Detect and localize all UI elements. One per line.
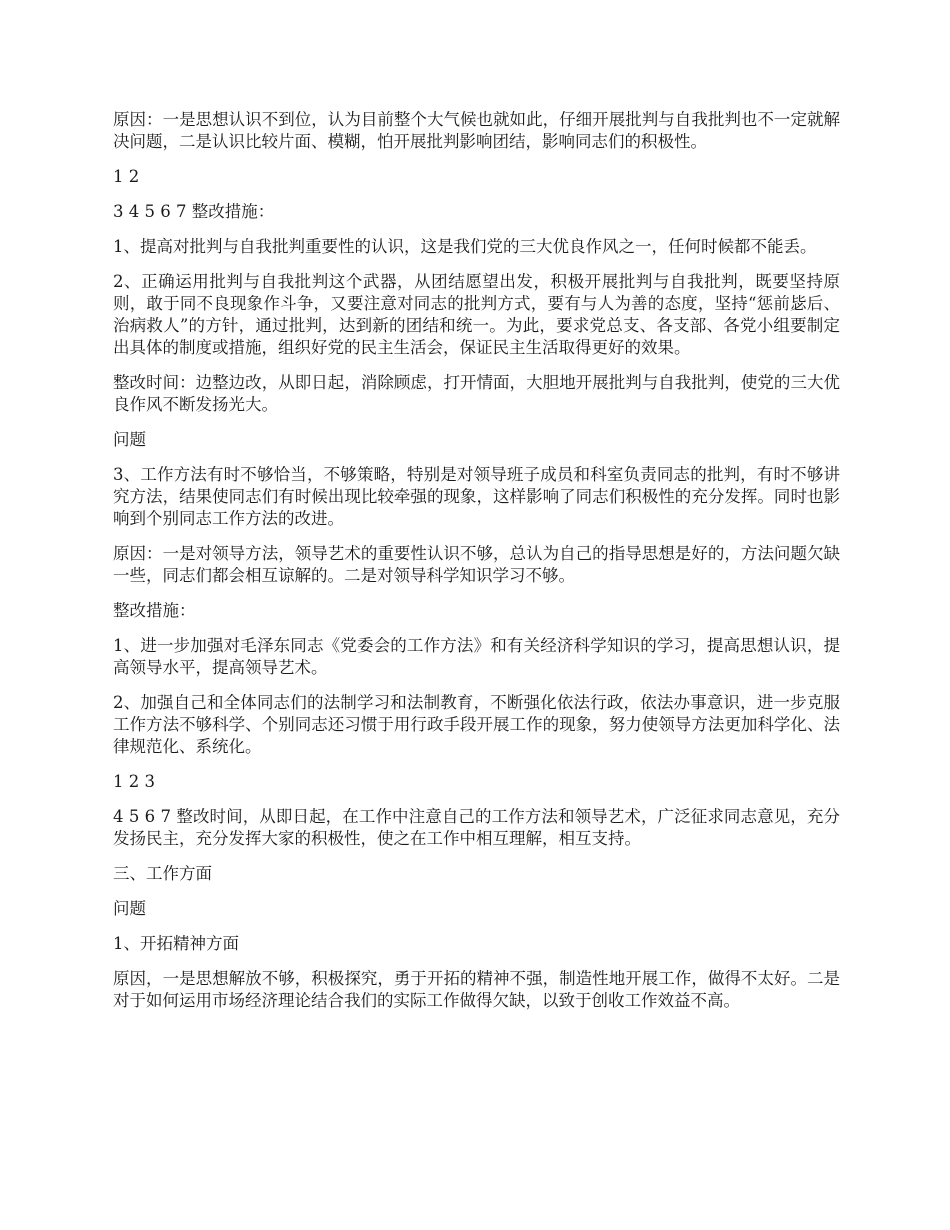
paragraph-reason-2: 原因：一是对领导方法，领导艺术的重要性认识不够，总认为自己的指导思想是好的，方法问题欠缺一些，同志们都会相互谅解的。二是对领导科学知识学习不够。	[113, 544, 840, 585]
paragraph-rectification-time-2: 4 5 6 7 整改时间，从即日起，在工作中注意自己的工作方法和领导艺术，广泛征求同志意见，充分发扬民主，充分发挥大家的积极性，使之在工作中相互理解，相互支持。	[113, 807, 840, 848]
paragraph-measure-3: 1、进一步加强对毛泽东同志《党委会的工作方法》和有关经济科学知识的学习，提高思想认识，提高领导水平，提高领导艺术。	[113, 636, 840, 677]
paragraph-numbers-1: 1 2	[113, 167, 140, 186]
paragraph-measure-2: 2、正确运用批判与自我批判这个武器，从团结愿望出发，积极开展批判与自我批判，既要坚持原则，敢于同不良现象作斗争，又要注意对同志的批判方式，要有与人为善的态度，坚持“惩前毖后、治病救人”的方针，通过批判，达到新的团结和统一。为此，要求党总支、各支部、各党小组要制定出具体的制度或措施，组织好党的民主生活会，保证民主生活取得更好的效果。	[113, 272, 840, 357]
paragraph-measure-4: 2、加强自己和全体同志们的法制学习和法制教育，不断强化依法行政，依法办事意识，进一步克服工作方法不够科学、个别同志还习惯于用行政手段开展工作的现象，努力使领导方法更加科学化、法律规范化、系统化。	[113, 693, 840, 756]
paragraph-problem-heading-2: 问题	[113, 899, 146, 918]
paragraph-measure-1: 1、提高对批判与自我批判重要性的认识，这是我们党的三大优良作风之一，任何时候都不能丢。	[113, 237, 817, 256]
paragraph-numbers-2: 1 2 3	[113, 772, 155, 791]
paragraph-problem-3: 3、工作方法有时不够恰当，不够策略，特别是对领导班子成员和科室负责同志的批判，有时不够讲究方法，结果使同志们有时候出现比较牵强的现象，这样影响了同志们积极性的充分发挥。同时也影响到个别同志工作方法的改进。	[113, 465, 840, 528]
paragraph-measures-heading-2: 整改措施：	[113, 601, 196, 620]
paragraph-pioneering-spirit: 1、开拓精神方面	[113, 934, 239, 953]
document-body	[113, 109, 840, 1025]
paragraph-measures-heading-1: 3 4 5 6 7 整改措施：	[113, 202, 275, 221]
paragraph-section-heading-3: 三、工作方面	[113, 864, 212, 883]
paragraph-problem-heading-1: 问题	[113, 430, 146, 449]
paragraph-reason-1: 原因：一是思想认识不到位，认为目前整个大气候也就如此，仔细开展批判与自我批判也不一定就解决问题，二是认识比较片面、模糊，怕开展批判影响团结，影响同志们的积极性。	[113, 110, 840, 151]
paragraph-rectification-time-1: 整改时间：边整边改，从即日起，消除顾虑，打开情面，大胆地开展批判与自我批判，使党的三大优良作风不断发扬光大。	[113, 373, 840, 414]
paragraph-reason-3: 原因，一是思想解放不够，积极探究，勇于开拓的精神不强，制造性地开展工作，做得不太好。二是对于如何运用市场经济理论结合我们的实际工作做得欠缺，以致于创收工作效益不高。	[113, 969, 840, 1010]
